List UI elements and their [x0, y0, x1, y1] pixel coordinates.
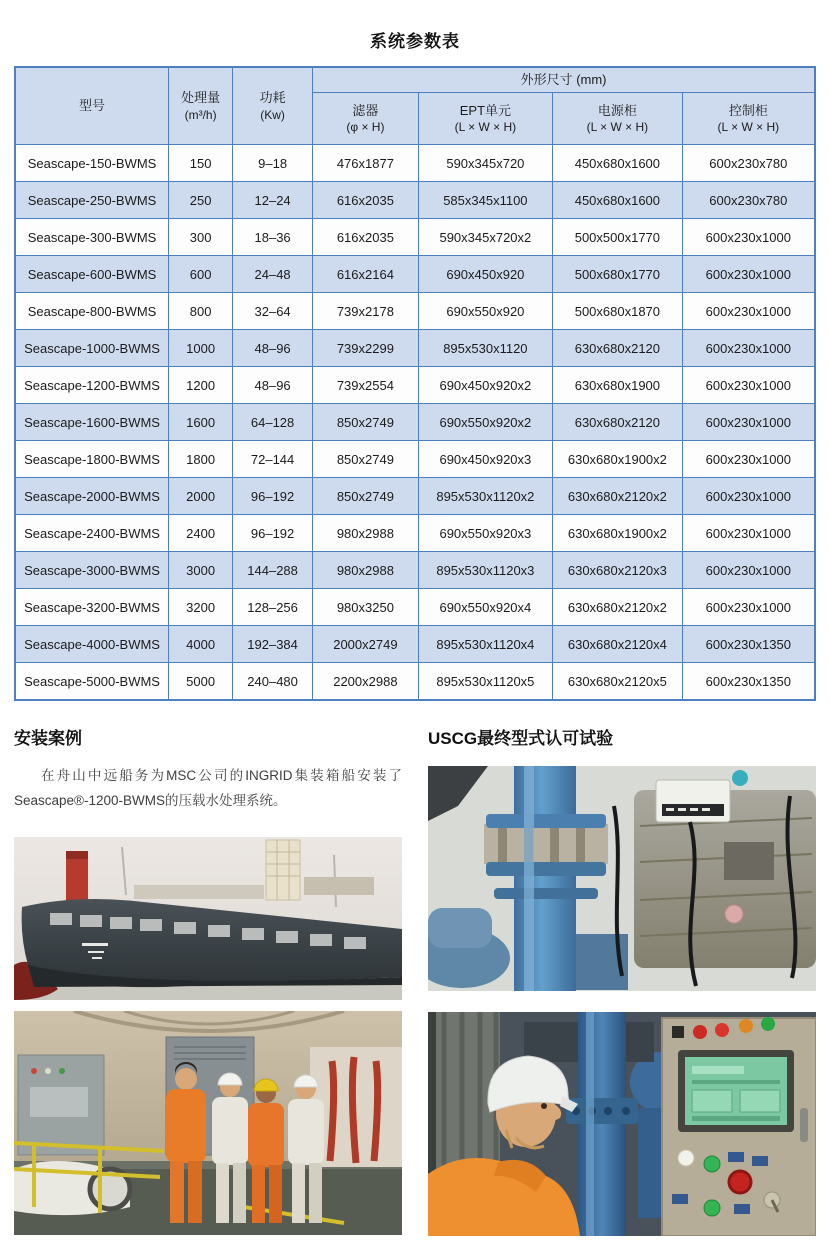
cell-ept-size: 690x550x920x2 [418, 404, 552, 441]
col-header-power-unit: (Kw) [260, 107, 285, 122]
uscg-column [428, 727, 816, 1236]
cell-power: 240–480 [233, 663, 313, 701]
cell-model: Seascape-150-BWMS [15, 145, 169, 182]
cell-power: 18–36 [233, 219, 313, 256]
cell-control-cabinet-size: 600x230x1000 [682, 367, 815, 404]
cell-ept-size: 690x450x920x2 [418, 367, 552, 404]
col-header-power-cabinet-unit: (L × W × H) [586, 120, 649, 135]
cell-ept-size: 690x550x920x4 [418, 589, 552, 626]
cell-model: Seascape-2400-BWMS [15, 515, 169, 552]
cell-power: 96–192 [233, 478, 313, 515]
cell-control-cabinet-size: 600x230x1350 [682, 663, 815, 701]
cell-filter-size: 2200x2988 [313, 663, 419, 701]
col-header-ept-unit-dims: (L × W × H) [454, 120, 517, 135]
table-row [15, 145, 815, 182]
table-row [15, 441, 815, 478]
cell-model: Seascape-250-BWMS [15, 182, 169, 219]
cell-capacity: 800 [169, 293, 233, 330]
pink-knob [725, 905, 743, 923]
installation-paragraph: 在舟山中远船务为MSC公司的INGRID集装箱船安装了Seascape®-1200-BWMS的压载水处理系统。 [14, 768, 402, 808]
col-header-power [233, 67, 313, 145]
cell-control-cabinet-size: 600x230x1000 [682, 478, 815, 515]
cell-model: Seascape-4000-BWMS [15, 626, 169, 663]
cell-power-cabinet-size: 630x680x2120x5 [553, 663, 683, 701]
cell-ept-size: 590x345x720 [418, 145, 552, 182]
funnel-top [66, 851, 88, 859]
col-header-control-cabinet-label: 控制柜 [728, 102, 768, 118]
cell-model: Seascape-3200-BWMS [15, 589, 169, 626]
table-row [15, 589, 815, 626]
cell-power-cabinet-size: 500x680x1870 [553, 293, 683, 330]
door-handle [800, 1108, 808, 1142]
cell-power-cabinet-size: 630x680x2120 [553, 330, 683, 367]
col-header-power-label: 功耗 [259, 90, 286, 106]
col-header-capacity-unit: (m³/h) [184, 107, 217, 122]
col-header-capacity-label: 处理量 [181, 90, 221, 106]
cell-filter-size: 850x2749 [313, 404, 419, 441]
table-row [15, 404, 815, 441]
tank-patch [724, 842, 774, 880]
teal-valve [732, 770, 748, 786]
cell-control-cabinet-size: 600x230x1000 [682, 515, 815, 552]
cell-model: Seascape-1800-BWMS [15, 441, 169, 478]
cell-filter-size: 850x2749 [313, 441, 419, 478]
cell-control-cabinet-size: 600x230x780 [682, 182, 815, 219]
col-header-control-cabinet [682, 93, 815, 145]
table-row [15, 219, 815, 256]
table-row [15, 515, 815, 552]
second-flange [494, 888, 598, 899]
cell-control-cabinet-size: 600x230x1000 [682, 404, 815, 441]
cell-ept-size: 690x450x920 [418, 256, 552, 293]
cell-ept-size: 895x530x1120x5 [418, 663, 552, 701]
cell-control-cabinet-size: 600x230x1000 [682, 441, 815, 478]
upper-flange [486, 814, 606, 828]
cell-filter-size: 980x2988 [313, 552, 419, 589]
cell-model: Seascape-2000-BWMS [15, 478, 169, 515]
cell-model: Seascape-1600-BWMS [15, 404, 169, 441]
cell-ept-size: 585x345x1100 [418, 182, 552, 219]
cell-power: 12–24 [233, 182, 313, 219]
cell-control-cabinet-size: 600x230x1000 [682, 589, 815, 626]
cell-power: 9–18 [233, 145, 313, 182]
eye [541, 1103, 547, 1109]
cell-filter-size: 850x2749 [313, 478, 419, 515]
cell-model: Seascape-3000-BWMS [15, 552, 169, 589]
col-header-ept-unit [418, 93, 552, 145]
cell-capacity: 2000 [169, 478, 233, 515]
cell-power-cabinet-size: 630x680x2120x3 [553, 552, 683, 589]
installation-case-column [14, 727, 402, 1236]
cell-capacity: 250 [169, 182, 233, 219]
uscg-heading: USCG最终型式认可试验 [428, 729, 614, 748]
cell-capacity: 5000 [169, 663, 233, 701]
cell-model: Seascape-600-BWMS [15, 256, 169, 293]
cell-capacity: 1800 [169, 441, 233, 478]
cell-capacity: 1200 [169, 367, 233, 404]
col-header-model [15, 67, 169, 145]
cell-power-cabinet-size: 630x680x1900 [553, 367, 683, 404]
table-body [15, 145, 815, 701]
cell-capacity: 150 [169, 145, 233, 182]
cell-model: Seascape-5000-BWMS [15, 663, 169, 701]
cell-capacity: 600 [169, 256, 233, 293]
cell-filter-size: 980x2988 [313, 515, 419, 552]
cell-model: Seascape-1200-BWMS [15, 367, 169, 404]
cell-power-cabinet-size: 630x680x1900x2 [553, 515, 683, 552]
cell-power-cabinet-size: 450x680x1600 [553, 182, 683, 219]
cell-power: 192–384 [233, 626, 313, 663]
cell-power-cabinet-size: 450x680x1600 [553, 145, 683, 182]
cell-ept-size: 895x530x1120x2 [418, 478, 552, 515]
cell-power-cabinet-size: 630x680x2120x2 [553, 589, 683, 626]
cell-power: 96–192 [233, 515, 313, 552]
table-row [15, 552, 815, 589]
cell-filter-size: 980x3250 [313, 589, 419, 626]
cell-power: 72–144 [233, 441, 313, 478]
col-header-filter [313, 93, 419, 145]
col-header-filter-label: 滤器 [352, 102, 379, 118]
cell-ept-size: 690x450x920x3 [418, 441, 552, 478]
cell-power: 48–96 [233, 330, 313, 367]
cell-control-cabinet-size: 600x230x780 [682, 145, 815, 182]
cell-filter-size: 2000x2749 [313, 626, 419, 663]
cell-filter-size: 739x2178 [313, 293, 419, 330]
deck-structures [304, 877, 374, 895]
col-header-ept-label: EPT单元 [459, 102, 512, 118]
crew-engine-room-photo [14, 1011, 402, 1235]
table-row [15, 256, 815, 293]
cell-ept-size: 895x530x1120x3 [418, 552, 552, 589]
table-header [15, 67, 815, 145]
bottom-section [14, 727, 816, 1236]
lower-flange [486, 862, 606, 876]
cell-control-cabinet-size: 600x230x1000 [682, 552, 815, 589]
table-row [15, 330, 815, 367]
cell-power: 48–96 [233, 367, 313, 404]
cell-power: 144–288 [233, 552, 313, 589]
deck-structures [134, 885, 264, 899]
cell-capacity: 3000 [169, 552, 233, 589]
blue-cylinder [428, 908, 492, 948]
cell-capacity: 300 [169, 219, 233, 256]
col-header-power-cabinet-label: 电源柜 [597, 102, 637, 118]
table-row [15, 626, 815, 663]
cell-filter-size: 739x2554 [313, 367, 419, 404]
cell-power-cabinet-size: 630x680x1900x2 [553, 441, 683, 478]
deck-tower [266, 840, 300, 900]
col-header-capacity [169, 67, 233, 145]
cell-control-cabinet-size: 600x230x1000 [682, 330, 815, 367]
table-row [15, 367, 815, 404]
cell-power: 128–256 [233, 589, 313, 626]
cell-capacity: 1600 [169, 404, 233, 441]
page-title: 系统参数表 [370, 32, 460, 51]
container-ship-photo [14, 837, 402, 1000]
cell-capacity: 2400 [169, 515, 233, 552]
cell-power-cabinet-size: 500x680x1770 [553, 256, 683, 293]
cell-model: Seascape-300-BWMS [15, 219, 169, 256]
cell-model: Seascape-800-BWMS [15, 293, 169, 330]
table-row [15, 663, 815, 701]
cell-filter-size: 616x2164 [313, 256, 419, 293]
col-header-dimensions-group: 外形尺寸 (mm) [313, 67, 815, 93]
cell-capacity: 4000 [169, 626, 233, 663]
cell-filter-size: 739x2299 [313, 330, 419, 367]
cell-capacity: 3200 [169, 589, 233, 626]
cell-power: 32–64 [233, 293, 313, 330]
cell-filter-size: 616x2035 [313, 182, 419, 219]
cell-ept-size: 690x550x920 [418, 293, 552, 330]
cell-control-cabinet-size: 600x230x1000 [682, 219, 815, 256]
cell-control-cabinet-size: 600x230x1000 [682, 256, 815, 293]
operator-control-panel-photo [428, 1012, 816, 1236]
pipe-highlight [586, 1012, 594, 1236]
cell-ept-size: 895x530x1120x4 [418, 626, 552, 663]
cell-filter-size: 476x1877 [313, 145, 419, 182]
cell-power: 24–48 [233, 256, 313, 293]
cell-power-cabinet-size: 630x680x2120x2 [553, 478, 683, 515]
cell-ept-size: 590x345x720x2 [418, 219, 552, 256]
cell-control-cabinet-size: 600x230x1000 [682, 293, 815, 330]
cell-ept-size: 895x530x1120 [418, 330, 552, 367]
table-row [15, 478, 815, 515]
blue-pipe-test-rig-photo [428, 766, 816, 991]
table-row [15, 182, 815, 219]
cell-power: 64–128 [233, 404, 313, 441]
pipe-highlight [524, 766, 534, 991]
col-header-power-cabinet [553, 93, 683, 145]
cell-ept-size: 690x550x920x3 [418, 515, 552, 552]
col-header-filter-unit: (φ × H) [346, 120, 385, 135]
system-parameters-table [14, 66, 816, 701]
dock [14, 985, 402, 1000]
table-row [15, 293, 815, 330]
cell-capacity: 1000 [169, 330, 233, 367]
cell-model: Seascape-1000-BWMS [15, 330, 169, 367]
installation-heading: 安装案例 [14, 729, 82, 748]
cell-filter-size: 616x2035 [313, 219, 419, 256]
cell-power-cabinet-size: 500x500x1770 [553, 219, 683, 256]
col-header-control-cabinet-unit: (L × W × H) [717, 120, 780, 135]
cell-power-cabinet-size: 630x680x2120 [553, 404, 683, 441]
hmi-screen [678, 1050, 794, 1132]
main-blue-pipe [514, 766, 576, 991]
col-header-model-label: 型号 [79, 98, 106, 114]
cell-power-cabinet-size: 630x680x2120x4 [553, 626, 683, 663]
cell-control-cabinet-size: 600x230x1350 [682, 626, 815, 663]
